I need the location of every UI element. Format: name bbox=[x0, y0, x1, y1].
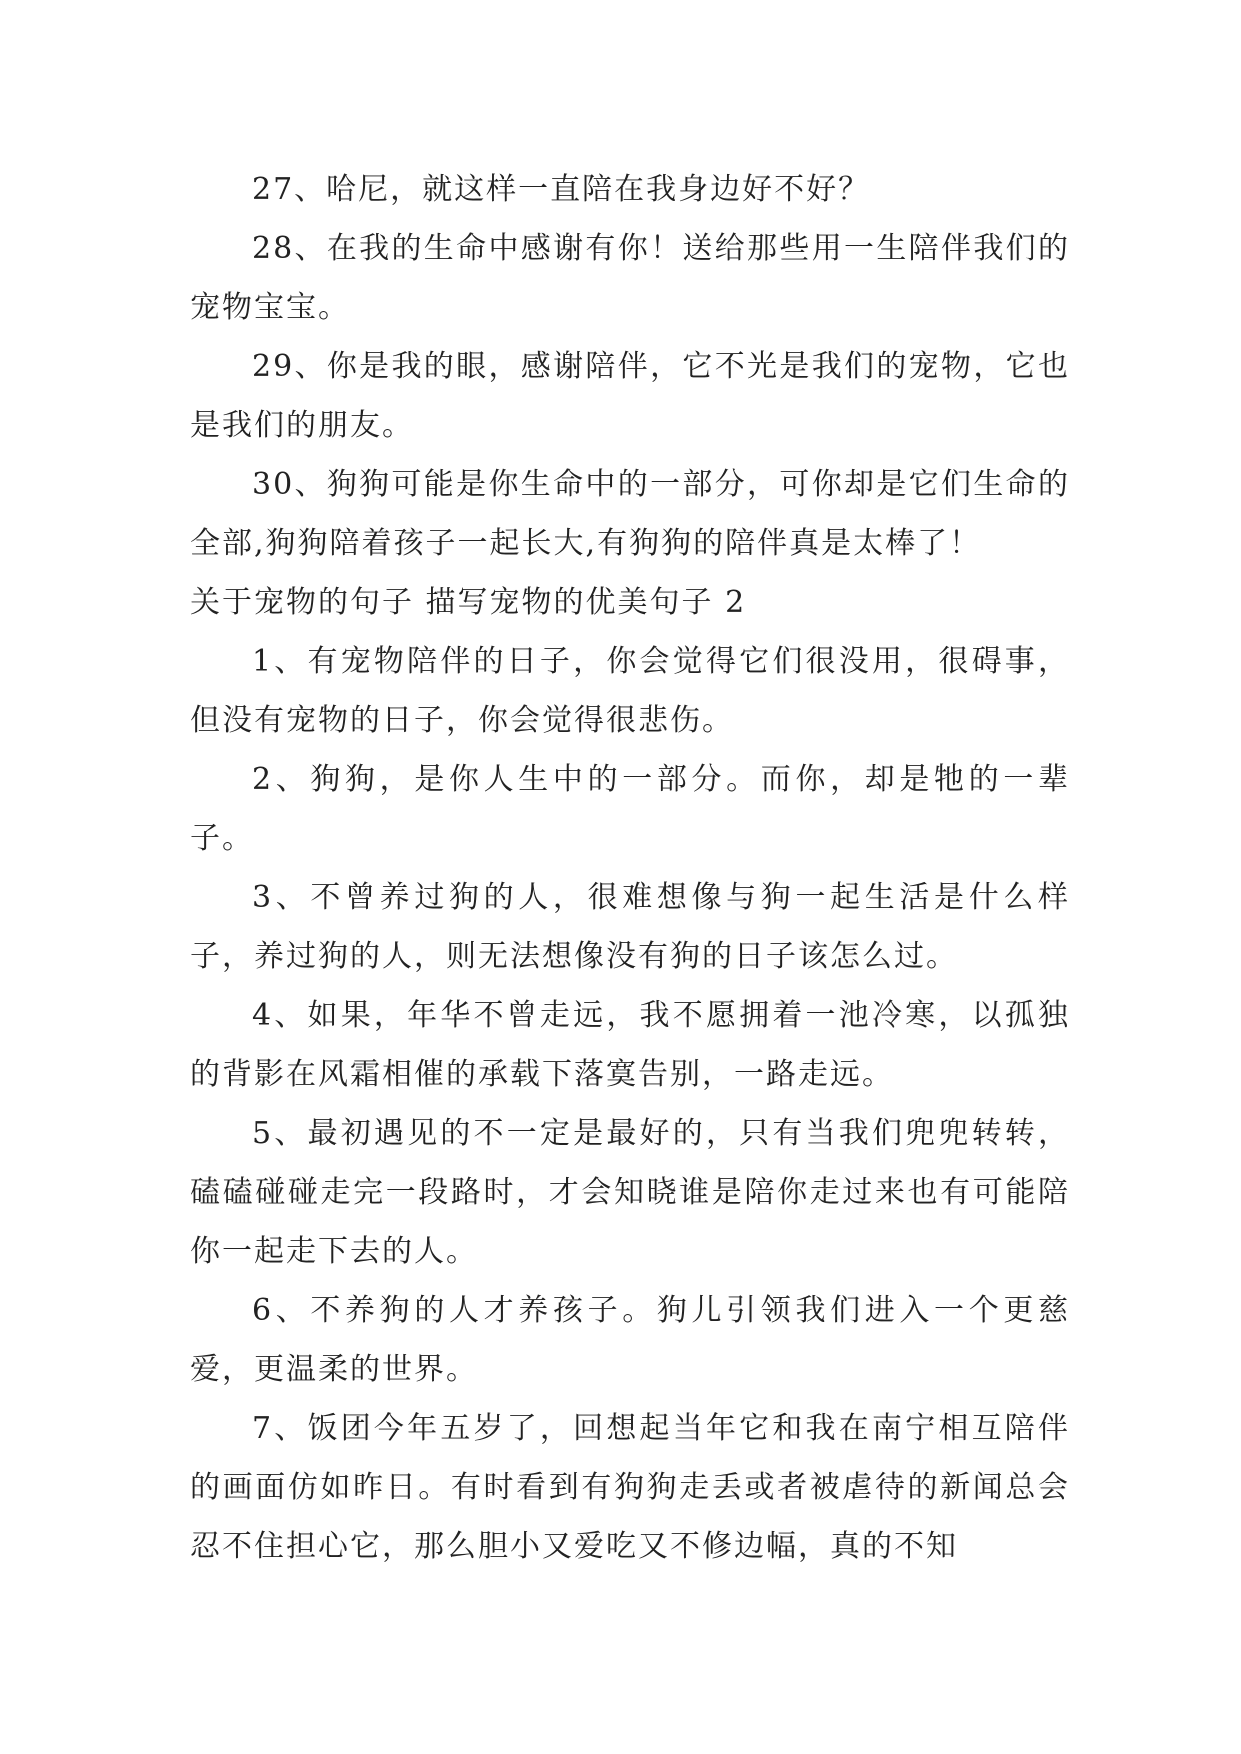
paragraph-3: 3、不曾养过狗的人，很难想像与狗一起生活是什么样子，养过狗的人，则无法想像没有狗的日子该怎么过。 bbox=[190, 880, 1070, 974]
paragraph-28: 28、在我的生命中感谢有你！送给那些用一生陪伴我们的宠物宝宝。 bbox=[190, 231, 1070, 325]
paragraph-6: 6、不养狗的人才养孩子。狗儿引领我们进入一个更慈爱，更温柔的世界。 bbox=[190, 1293, 1070, 1387]
paragraph-29: 29、你是我的眼，感谢陪伴，它不光是我们的宠物，它也是我们的朋友。 bbox=[190, 349, 1070, 443]
paragraph-1: 1、有宠物陪伴的日子，你会觉得它们很没用，很碍事，但没有宠物的日子，你会觉得很悲伤。 bbox=[190, 644, 1070, 738]
paragraph-27: 27、哈尼，就这样一直陪在我身边好不好？ bbox=[252, 172, 871, 207]
section-heading: 关于宠物的句子 描写宠物的优美句子 2 bbox=[190, 585, 747, 620]
paragraph-2: 2、狗狗，是你人生中的一部分。而你，却是牠的一辈子。 bbox=[190, 762, 1070, 856]
paragraph-30: 30、狗狗可能是你生命中的一部分，可你却是它们生命的全部,狗狗陪着孩子一起长大,有狗狗的陪伴真是太棒了！ bbox=[190, 467, 1070, 561]
paragraph-4: 4、如果，年华不曾走远，我不愿拥着一池冷寒，以孤独的背影在风霜相催的承载下落寞告别，一路走远。 bbox=[190, 998, 1070, 1092]
paragraph-7: 7、饭团今年五岁了，回想起当年它和我在南宁相互陪伴的画面仿如昨日。有时看到有狗狗走丢或者被虐待的新闻总会忍不住担心它，那么胆小又爱吃又不修边幅，真的不知 bbox=[190, 1411, 1070, 1564]
document-body bbox=[190, 160, 1070, 1576]
paragraph-5: 5、最初遇见的不一定是最好的，只有当我们兜兜转转，磕磕碰碰走完一段路时，才会知晓谁是陪你走过来也有可能陪你一起走下去的人。 bbox=[190, 1116, 1070, 1269]
